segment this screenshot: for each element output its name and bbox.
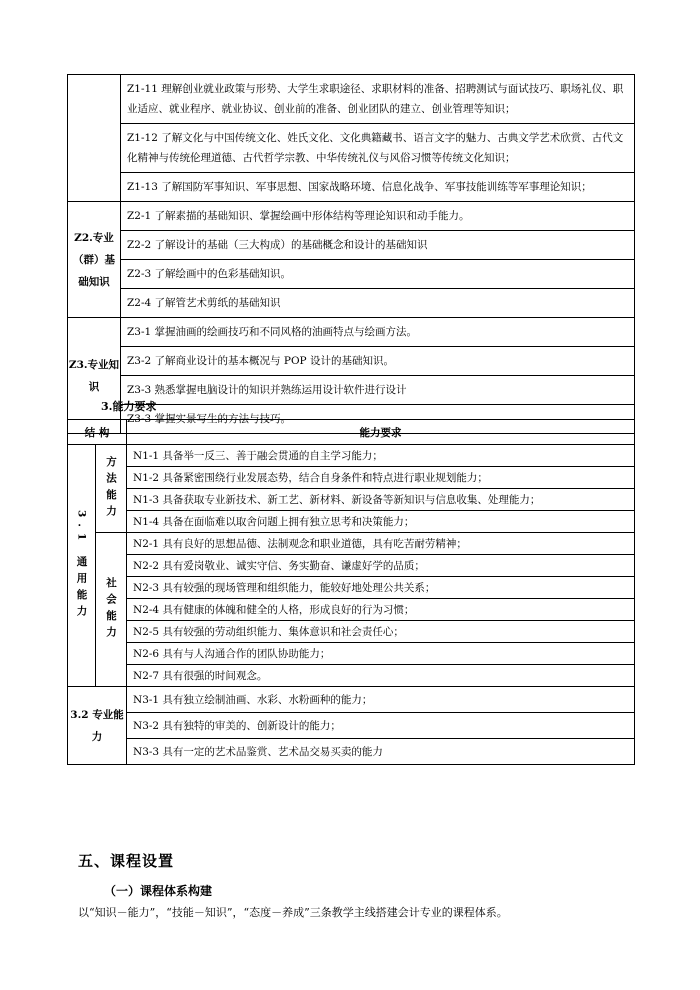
- table-cell: N3-1 具有独立绘制油画、水彩、水粉画种的能力；: [127, 687, 635, 713]
- table-row: [68, 713, 635, 739]
- social-ability-cell: [96, 533, 127, 687]
- z3-category-label: Z3.专业知识: [68, 358, 120, 393]
- table-cell: N2-5 具有较强的劳动组织能力、集体意识和社会责任心；: [127, 621, 635, 643]
- table-row: [68, 75, 635, 124]
- table-cell: Z3-2 了解商业设计的基本概况与 POP 设计的基础知识。: [121, 347, 635, 376]
- general-ability-label: 3.1 通用能力: [75, 509, 88, 622]
- subsection-heading: （一）课程体系构建: [104, 884, 213, 898]
- z1-category-cell: [68, 75, 121, 202]
- table-row: [68, 124, 635, 173]
- table-cell: Z1-13 了解国防军事知识、军事思想、国家战略环境、信息化战争、军事技能训练等军事理论知识；: [121, 173, 635, 202]
- section-heading: 五、课程设置: [78, 852, 175, 870]
- body-paragraph: 以“知识－能力”，“技能－知识”，“态度－养成”三条教学主线搭建会计专业的课程体系。: [78, 906, 508, 919]
- table-row: [68, 555, 635, 577]
- table-row: [68, 467, 635, 489]
- table-cell: Z1-12 了解文化与中国传统文化、姓氏文化、文化典籍藏书、语言文字的魅力、古典文学艺术欣赏、古代文化精神与传统伦理道德、古代哲学宗教、中华传统礼仪与风俗习惯等传统文化知识；: [121, 124, 635, 173]
- table-row: [68, 643, 635, 665]
- table-row: [68, 533, 635, 555]
- social-ability-label: 社会能力: [105, 576, 117, 643]
- table-cell: N3-2 具有独特的审美的、创新设计的能力；: [127, 713, 635, 739]
- ability-table: [67, 419, 635, 765]
- table-cell: N1-4 具备在面临难以取舍问题上拥有独立思考和决策能力；: [127, 511, 635, 533]
- table-cell: N2-4 具有健康的体魄和健全的人格，形成良好的行为习惯；: [127, 599, 635, 621]
- table-cell: Z2-3 了解绘画中的色彩基础知识。: [121, 260, 635, 289]
- table-cell: N2-7 具有很强的时间观念。: [127, 665, 635, 687]
- table-row: [68, 289, 635, 318]
- table-row: [68, 202, 635, 231]
- table-row: [68, 577, 635, 599]
- table-header-row: [68, 420, 635, 445]
- table-cell: N2-6 具有与人沟通合作的团队协助能力；: [127, 643, 635, 665]
- table-cell: N1-2 具备紧密围绕行业发展态势，结合自身条件和特点进行职业规划能力；: [127, 467, 635, 489]
- table-cell: Z3-3 掌握实景写生的方法与技巧。: [121, 405, 635, 434]
- table-cell: Z1-11 理解创业就业政策与形势、大学生求职途径、求职材料的准备、招聘测试与面试技巧、职场礼仪、职业适应、就业程序、就业协议、创业前的准备、创业团队的建立、创业管理等知识；: [121, 75, 635, 124]
- table-cell: Z2-4 了解管艺术剪纸的基础知识: [121, 289, 635, 318]
- table-cell: Z3-3 熟悉掌握电脑设计的知识并熟练运用设计软件进行设计: [121, 376, 635, 405]
- table-row: [68, 489, 635, 511]
- header-structure: 结 构: [68, 420, 127, 445]
- table-row: [68, 173, 635, 202]
- professional-ability-label: 3.2 专业能力: [70, 708, 124, 743]
- method-ability-label: 方法能力: [105, 455, 117, 522]
- table-cell: N2-3 具有较强的现场管理和组织能力，能较好地处理公共关系；: [127, 577, 635, 599]
- z2-category-cell: [68, 202, 121, 318]
- table-cell: N2-2 具有爱岗敬业、诚实守信、务实勤奋、谦虚好学的品质；: [127, 555, 635, 577]
- ability-section-title: 3.能力要求: [101, 400, 157, 413]
- table-row: [68, 621, 635, 643]
- table-row: [68, 599, 635, 621]
- table-cell: N1-3 具备获取专业新技术、新工艺、新材料、新设备等新知识与信息收集、处理能力；: [127, 489, 635, 511]
- table-cell: N2-1 具有良好的思想品德、法制观念和职业道德，具有吃苦耐劳精神；: [127, 533, 635, 555]
- header-requirement: 能力要求: [127, 420, 635, 445]
- z3-category-cell: [68, 318, 121, 434]
- table-row: [68, 260, 635, 289]
- table-cell: N1-1 具备举一反三、善于融会贯通的自主学习能力；: [127, 445, 635, 467]
- knowledge-table: [67, 74, 635, 434]
- z2-category-label: Z2.专业（群）基础知识: [73, 231, 115, 288]
- table-row: [68, 687, 635, 713]
- table-row: [68, 739, 635, 765]
- table-row: [68, 347, 635, 376]
- table-cell: Z3-1 掌握油画的绘画技巧和不同风格的油画特点与绘画方法。: [121, 318, 635, 347]
- table-cell: Z2-2 了解设计的基础（三大构成）的基础概念和设计的基础知识: [121, 231, 635, 260]
- table-row: [68, 511, 635, 533]
- table-row: [68, 665, 635, 687]
- professional-ability-cell: [68, 687, 127, 765]
- table-row: [68, 445, 635, 467]
- table-row: [68, 231, 635, 260]
- table-row: [68, 318, 635, 347]
- table-cell: Z2-1 了解素描的基础知识、掌握绘画中形体结构等理论知识和动手能力。: [121, 202, 635, 231]
- table-cell: N3-3 具有一定的艺术品鉴赏、艺术品交易买卖的能力: [127, 739, 635, 765]
- method-ability-cell: [96, 445, 127, 533]
- general-ability-cell: [68, 445, 96, 687]
